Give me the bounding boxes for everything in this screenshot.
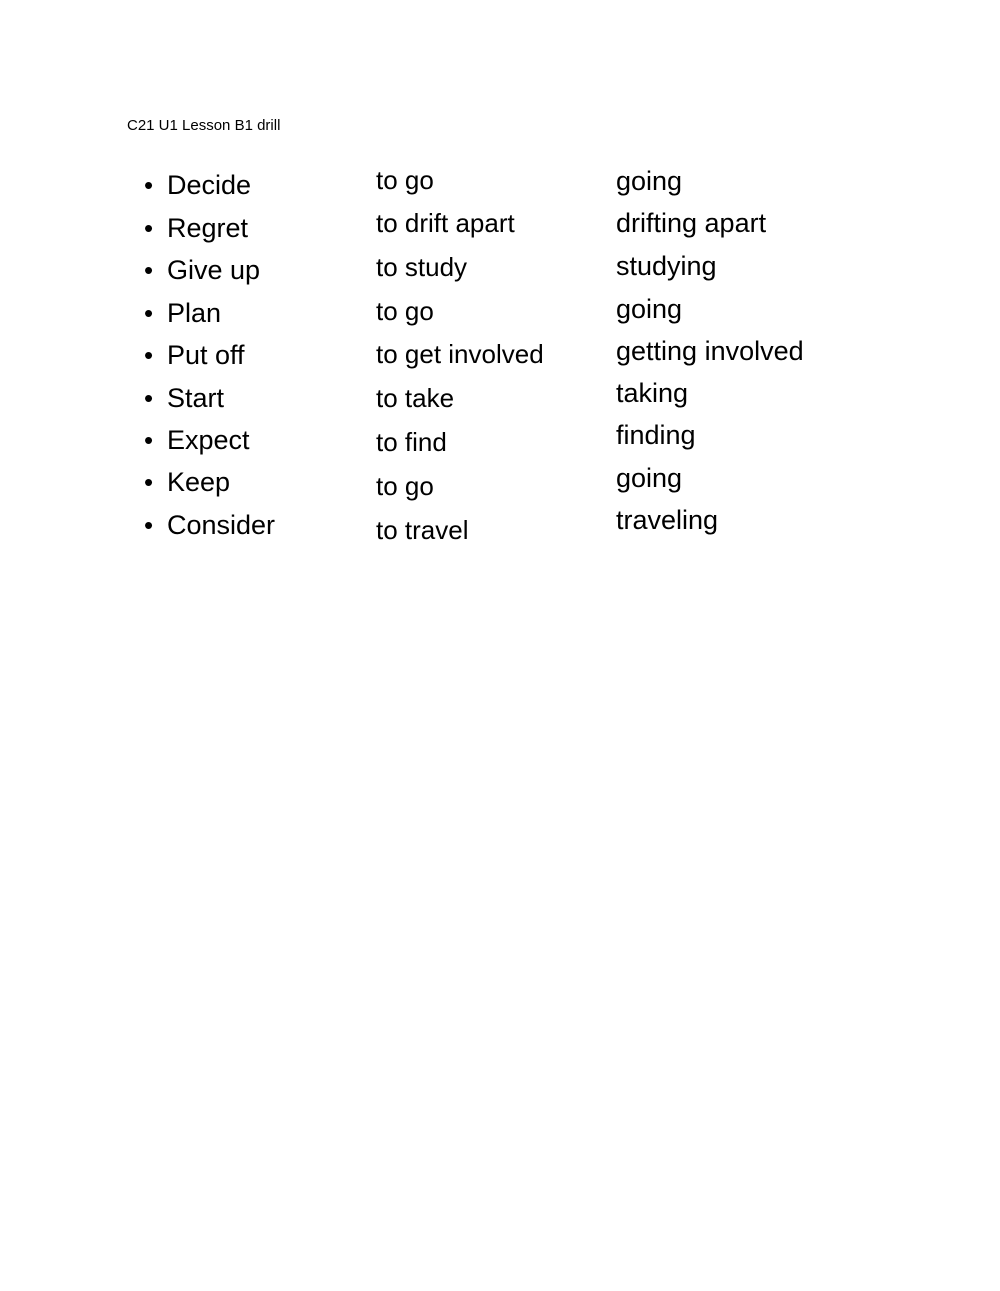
bullet-icon: • <box>144 340 154 370</box>
infinitive-form: to find <box>376 427 447 457</box>
infinitive-form: to go <box>376 165 434 195</box>
drill-row <box>0 505 1000 550</box>
gerund-form: finding <box>616 420 696 450</box>
drill-row <box>0 208 1000 253</box>
infinitive-form: to take <box>376 383 455 413</box>
drill-row <box>0 463 1000 507</box>
verb-label: Keep <box>167 467 231 497</box>
gerund-form: getting involved <box>616 336 804 366</box>
bullet-icon: • <box>144 510 154 540</box>
drill-row <box>0 378 1000 423</box>
drill-row <box>0 420 1000 465</box>
verb-label: Put off <box>167 340 245 370</box>
verb-label: Give up <box>167 255 261 285</box>
infinitive-form: to get involved <box>376 339 544 369</box>
infinitive-form: to go <box>376 471 434 501</box>
verb-label: Regret <box>167 213 249 243</box>
infinitive-form: to study <box>376 252 468 282</box>
verb-label: Start <box>167 383 225 413</box>
gerund-form: going <box>616 166 683 196</box>
bullet-icon: • <box>144 298 154 328</box>
drill-row <box>0 251 1000 295</box>
gerund-form: drifting apart <box>616 208 767 238</box>
drill-row <box>0 336 1000 380</box>
verb-label: Plan <box>167 298 222 328</box>
bullet-icon: • <box>144 425 154 455</box>
page-title: C21 U1 Lesson B1 drill <box>127 117 281 134</box>
bullet-icon: • <box>144 255 154 285</box>
infinitive-form: to go <box>376 296 434 326</box>
gerund-form: going <box>616 463 683 493</box>
verb-label: Decide <box>167 170 252 200</box>
bullet-icon: • <box>144 213 154 243</box>
bullet-icon: • <box>144 170 154 200</box>
verb-label: Expect <box>167 425 250 455</box>
bullet-icon: • <box>144 467 154 497</box>
gerund-form: traveling <box>616 505 719 535</box>
drill-row <box>0 165 1000 210</box>
infinitive-form: to drift apart <box>376 208 515 238</box>
gerund-form: going <box>616 294 683 324</box>
gerund-form: studying <box>616 251 717 281</box>
gerund-form: taking <box>616 378 689 408</box>
drill-row <box>0 294 1000 338</box>
verb-label: Consider <box>167 510 276 540</box>
infinitive-form: to travel <box>376 515 469 545</box>
bullet-icon: • <box>144 383 154 413</box>
